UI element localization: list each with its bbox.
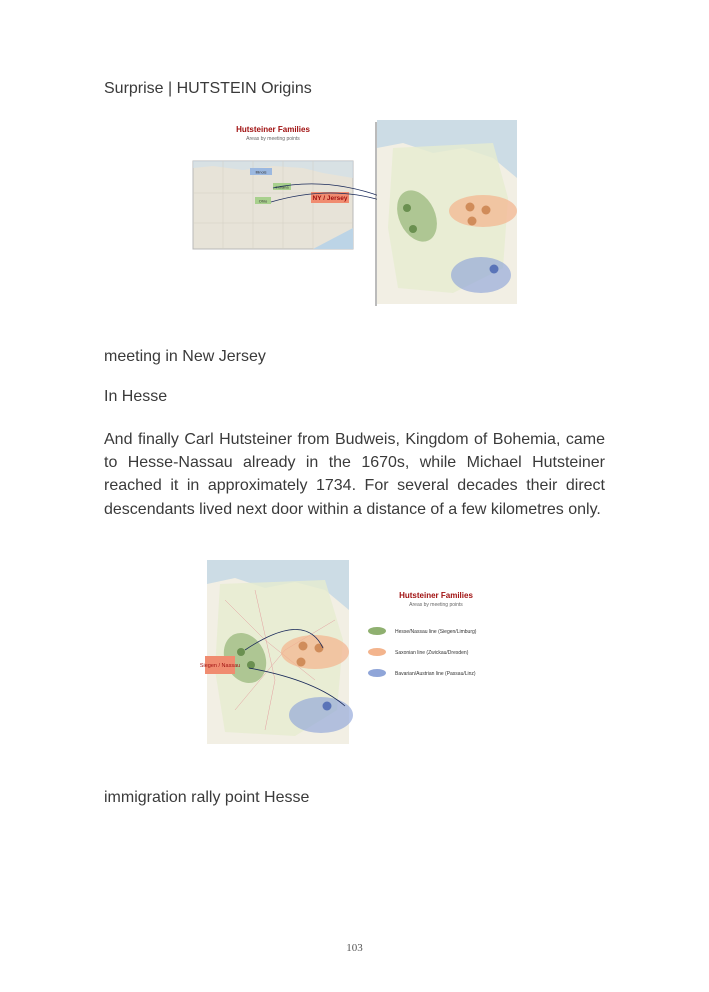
marker2-saxony-2 bbox=[315, 644, 324, 653]
figure2-subheading: Areas by meeting points bbox=[409, 602, 463, 608]
figure-hesse-svg bbox=[199, 560, 505, 748]
legend-swatch-2 bbox=[368, 648, 386, 656]
section-heading: In Hesse bbox=[104, 388, 168, 405]
page-number: 103 bbox=[346, 942, 363, 954]
saxony-area-2 bbox=[281, 635, 349, 669]
figure1-heading: Hutsteiner Families bbox=[236, 125, 310, 134]
body-paragraph: And finally Carl Hutsteiner from Budweis, Kingdom of Bohemia, came to Hesse-Nassau already in the 1670s, while Michael Hutsteiner reached it in approximately 1734. For several decades their direct descendants lived next door within a distance of a few kilometres only. bbox=[104, 431, 605, 518]
legend-label-2: Saxonian line (Zwickau/Dresden) bbox=[395, 650, 469, 656]
marker2-hesse-2 bbox=[247, 661, 255, 669]
marker2-hesse-1 bbox=[237, 648, 245, 656]
us-label-1: Illinois bbox=[255, 169, 267, 175]
marker-hesse-1 bbox=[403, 204, 411, 212]
figure-new-jersey-svg bbox=[193, 118, 519, 306]
marker2-bavaria bbox=[323, 702, 332, 711]
figure1-subheading: Areas by meeting points bbox=[246, 136, 300, 142]
bavaria-area bbox=[451, 257, 511, 293]
figure1-caption: meeting in New Jersey bbox=[104, 348, 266, 365]
legend-label-1: Hesse/Nassau line (Siegen/Limburg) bbox=[395, 629, 477, 635]
marker2-saxony-1 bbox=[299, 642, 308, 651]
legend-swatch-1 bbox=[368, 627, 386, 635]
us-label-2: Indiana bbox=[275, 184, 289, 190]
marker-bavaria bbox=[490, 265, 499, 274]
figure2-caption: immigration rally point Hesse bbox=[104, 789, 310, 806]
legend-swatch-3 bbox=[368, 669, 386, 677]
figure2-heading: Hutsteiner Families bbox=[399, 591, 473, 600]
marker2-saxony-3 bbox=[297, 658, 306, 667]
ny-jersey-label: NY / Jersey bbox=[312, 195, 348, 202]
legend-label-3: Bavarian/Austrian line (Passau/Linz) bbox=[395, 671, 476, 677]
us-map bbox=[193, 161, 353, 249]
marker-saxony-2 bbox=[482, 206, 491, 215]
figure-hesse-map bbox=[199, 560, 505, 748]
figure-new-jersey-map bbox=[193, 118, 519, 306]
hesse-label: Siegen / Nassau bbox=[199, 663, 241, 669]
marker-saxony-3 bbox=[468, 217, 477, 226]
marker-hesse-2 bbox=[409, 225, 417, 233]
us-label-3: Ohio bbox=[258, 198, 268, 204]
page-header-title: Surprise | HUTSTEIN Origins bbox=[104, 80, 312, 97]
marker-saxony-1 bbox=[466, 203, 475, 212]
bavaria-area-2 bbox=[289, 697, 353, 733]
